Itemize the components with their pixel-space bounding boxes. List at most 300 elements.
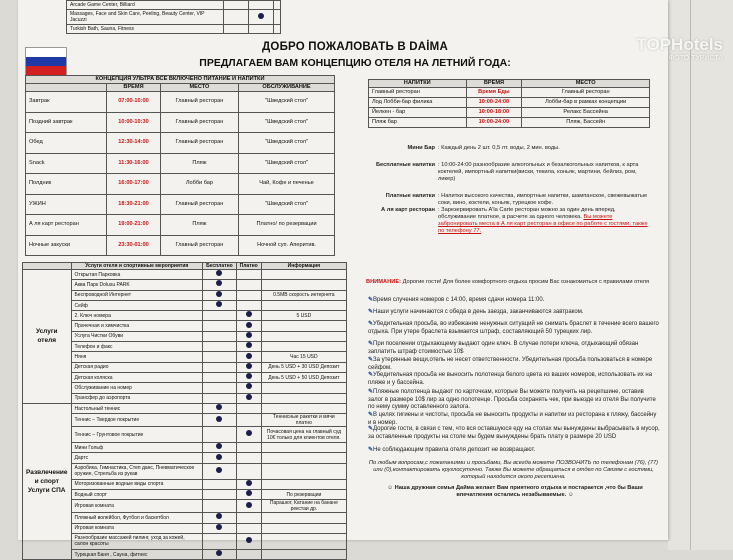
concept-row xyxy=(26,133,335,154)
concept-col-header: ОБСЛУЖИВАНИЕ xyxy=(239,84,335,92)
included-dot-icon xyxy=(246,430,252,436)
service-free xyxy=(203,549,237,559)
extra-text-body: : Напитки высокого качества, импортные напитки, шампанское, свежевыжатые соки, вино, коктели, коньяк, турецкое кофе. xyxy=(438,193,648,206)
smiley-icon: ☺ xyxy=(387,485,395,491)
included-dot-icon xyxy=(246,322,252,328)
service-paid xyxy=(236,331,261,341)
top-row-info xyxy=(274,25,281,34)
service-paid xyxy=(236,490,261,500)
meal-time: 11:30-16:00 xyxy=(107,153,161,174)
service-free xyxy=(203,331,237,341)
notice-bullet xyxy=(368,341,660,356)
pin-icon: ✎ xyxy=(368,341,374,347)
pin-icon: ✎ xyxy=(368,389,374,395)
service-name: Игровая комната xyxy=(71,523,203,533)
meal-time: 10:00-10:30 xyxy=(107,112,161,133)
service-row xyxy=(23,427,347,443)
drink-place: Релакс Бассейна xyxy=(522,108,650,118)
service-free xyxy=(203,270,237,280)
service-row xyxy=(23,372,347,382)
service-name: 2. Ключ номера xyxy=(71,311,203,321)
service-paid xyxy=(236,393,261,403)
service-free xyxy=(203,372,237,382)
service-row xyxy=(23,290,347,300)
service-info xyxy=(261,549,346,559)
extra-text xyxy=(438,145,653,152)
service-name: Няня xyxy=(71,352,203,362)
service-paid xyxy=(236,362,261,372)
included-dot-icon xyxy=(246,480,252,486)
service-free xyxy=(203,500,237,513)
service-name: Беспроводной Интернет xyxy=(71,290,203,300)
drink-place: Лобби-бар в рамках концепции xyxy=(522,98,650,108)
service-name: Открытая Парковка xyxy=(71,270,203,280)
service-row xyxy=(23,479,347,489)
service-paid xyxy=(236,533,261,549)
service-row xyxy=(23,331,347,341)
service-name: Моторизованные водные виды спорта xyxy=(71,479,203,489)
drinks-row xyxy=(369,98,650,108)
services-table xyxy=(22,262,347,560)
service-info xyxy=(261,443,346,453)
notice-bullet-text: В целях гигиены и чистоты, просьба не выносить продукты и напитки из ресторана к пляжу, бассейну и в номер. xyxy=(368,412,657,426)
meal-service: Ночной суп. Аперитив. xyxy=(239,235,335,256)
service-paid xyxy=(236,342,261,352)
included-dot-icon xyxy=(246,311,252,317)
concept-row xyxy=(26,194,335,215)
meal-name: УЖИН xyxy=(26,194,107,215)
service-row xyxy=(23,393,347,403)
drinks-row xyxy=(369,88,650,98)
included-dot-icon xyxy=(216,550,222,556)
service-name: Водный спорт xyxy=(71,490,203,500)
service-paid xyxy=(236,300,261,310)
notice-farewell-line xyxy=(380,485,650,499)
service-free xyxy=(203,513,237,523)
meal-time: 07:00-10:00 xyxy=(107,92,161,113)
meal-name: Поздний завтрак xyxy=(26,112,107,133)
concept-row xyxy=(26,215,335,236)
included-dot-icon xyxy=(216,524,222,530)
service-free xyxy=(203,362,237,372)
notice-intro: Дорогие гости! Для более комфортного отдыха просим Вас ознакомиться с правилами отеля xyxy=(402,279,650,285)
service-name: Обслуживание на номер xyxy=(71,383,203,393)
drink-place: Главный ресторан xyxy=(522,88,650,98)
service-info: День 5 USD + 50 USD Депозит xyxy=(261,372,346,382)
service-row xyxy=(23,500,347,513)
service-info xyxy=(261,513,346,523)
service-row xyxy=(23,403,347,413)
notice-bullet-text: Время случения номеров с 14:00, время сдачи номера 11:00. xyxy=(373,297,545,303)
service-group-label: Развлечение и спорт Услуги СПА xyxy=(23,403,72,559)
service-paid xyxy=(236,383,261,393)
services-col-header: Услуги отеля и спортивные мероприятия xyxy=(71,263,203,270)
service-paid xyxy=(236,443,261,453)
service-free xyxy=(203,533,237,549)
extra-label: Бесплатные напитки xyxy=(375,162,435,168)
concept-row xyxy=(26,112,335,133)
service-info xyxy=(261,342,346,352)
flag-white-stripe xyxy=(26,48,66,57)
service-row xyxy=(23,490,347,500)
meal-name: Полдник xyxy=(26,174,107,195)
service-free xyxy=(203,403,237,413)
notice-bullet-text: Наши услуги начинаются с обеда в день заезда, заканчиваются завтраком. xyxy=(373,309,584,315)
drink-time: 10:00-24:00 xyxy=(466,98,522,108)
concept-col-header: ВРЕМЯ xyxy=(107,84,161,92)
service-row xyxy=(23,362,347,372)
extra-text xyxy=(438,162,653,183)
top-row-free xyxy=(224,25,249,34)
service-info xyxy=(261,393,346,403)
service-info xyxy=(261,453,346,463)
drink-time: 10:00-24:00 xyxy=(466,118,522,128)
service-paid xyxy=(236,513,261,523)
drinks-col-header: МЕСТО xyxy=(522,80,650,88)
top-row-label: Turkish Bath, Sauna, Fitness xyxy=(67,25,224,34)
drink-time: Время Еды xyxy=(466,88,522,98)
service-info xyxy=(261,523,346,533)
meal-time: 19:00-21:00 xyxy=(107,215,161,236)
service-info xyxy=(261,321,346,331)
notice-bullet xyxy=(368,389,660,412)
included-dot-icon xyxy=(216,291,222,297)
service-info xyxy=(261,403,346,413)
service-paid xyxy=(236,352,261,362)
top-row-paid xyxy=(249,25,274,34)
service-info xyxy=(261,383,346,393)
service-name: Игровая комната xyxy=(71,500,203,513)
service-free xyxy=(203,342,237,352)
included-dot-icon xyxy=(216,270,222,276)
pin-icon: ✎ xyxy=(368,412,374,418)
notice-bullet-text: Пляжные полотенца выдают по карточкам, которые Вы можете получить на рецепшине, оставив залог в размере 10$ лир за одно полотенце. Просьба сохранять чек, при выезде из отеля Вы получите по нему сумму оставленного залога. xyxy=(368,389,656,410)
service-free xyxy=(203,280,237,290)
concept-table xyxy=(25,75,335,256)
service-free xyxy=(203,414,237,427)
included-dot-icon xyxy=(216,443,222,449)
top-row xyxy=(67,10,281,25)
meal-service: "Шведский стол" xyxy=(239,92,335,113)
service-name: Аэробика, Гимнастика, Степ данс, Пневматическое оружие, Стрельба из рукав xyxy=(71,463,203,479)
meal-place: Главный ресторан xyxy=(160,235,238,256)
service-info: Час 15 USD xyxy=(261,352,346,362)
concept-row xyxy=(26,92,335,113)
smiley-icon: ☺ xyxy=(566,492,574,498)
service-free xyxy=(203,321,237,331)
concept-col-header: МЕСТО xyxy=(160,84,238,92)
extra-label: Мини Бар xyxy=(407,145,435,151)
service-paid xyxy=(236,414,261,427)
services-col-header: Бесплатно xyxy=(203,263,237,270)
service-paid xyxy=(236,290,261,300)
service-name: Турецкая Баня , Сауна, фитнес xyxy=(71,549,203,559)
included-dot-icon xyxy=(246,363,252,369)
service-name: Детская радио xyxy=(71,362,203,372)
drinks-table xyxy=(368,79,650,128)
included-dot-icon xyxy=(246,373,252,379)
notice-bullet xyxy=(368,321,660,336)
service-free xyxy=(203,427,237,443)
flag-red-stripe xyxy=(26,66,66,75)
service-paid xyxy=(236,403,261,413)
pin-icon: ✎ xyxy=(368,357,374,363)
concept-row xyxy=(26,235,335,256)
service-free xyxy=(203,453,237,463)
top-row-free xyxy=(224,10,249,25)
included-dot-icon xyxy=(216,513,222,519)
drinks-col-header: НАПИТКИ xyxy=(369,80,467,88)
service-paid xyxy=(236,311,261,321)
page-subtitle: ПРЕДЛАГАЕМ ВАМ КОНЦЕПЦИЮ ОТЕЛЯ НА ЛЕТНИЙ ГОДА: xyxy=(199,57,511,69)
notice-farewell: Наша дружная семья Дайма желает Вам приятного отдыха и постарается ,что бы Ваши впечатления остались незабываемые. xyxy=(394,485,643,498)
included-dot-icon xyxy=(258,13,264,19)
notice-bullet-text: За утерянные вещи,отель не несет ответственности. Убедительная просьба пользоваться в номере сейфом. xyxy=(368,357,653,371)
service-paid xyxy=(236,321,261,331)
next-sheet xyxy=(668,0,733,550)
service-row xyxy=(23,533,347,549)
notice-bullet xyxy=(368,357,660,372)
extra-text-red: Вы можете забронировать места в А ля карт ресторан в офисе по работе с гостями, также по телефону 77. xyxy=(438,214,648,234)
included-dot-icon xyxy=(246,342,252,348)
service-row xyxy=(23,321,347,331)
drinks-row xyxy=(369,118,650,128)
notice-bullet-text: Дорогие гости, в связи с тем, что вся оставшуюся еду на столах мы вынуждены выбрасывать в мусор, за оставленные продукты на столе мы будем вынуждены брать плату в размере 20 USD xyxy=(368,426,660,440)
included-dot-icon xyxy=(246,490,252,496)
service-row xyxy=(23,383,347,393)
service-row xyxy=(23,453,347,463)
drink-name: Йелкен - бар xyxy=(369,108,467,118)
service-row xyxy=(23,352,347,362)
meal-name: Обед xyxy=(26,133,107,154)
service-name: Телефон и факс xyxy=(71,342,203,352)
meal-place: Главный ресторан xyxy=(160,112,238,133)
service-row xyxy=(23,342,347,352)
service-paid xyxy=(236,280,261,290)
services-group-col xyxy=(23,263,72,270)
notice-bullet-text: Убедительная просьба, во избежание ненужных ситуаций не снимать браслет в течение всего вашего отдыха. При утере браслета взымается штраф, составляющий 50 турецких лир. xyxy=(368,321,659,335)
top-partial-table xyxy=(66,0,281,34)
service-name: Трансфер до аэропорта xyxy=(71,393,203,403)
included-dot-icon xyxy=(246,353,252,359)
meal-place: Лобби бар xyxy=(160,174,238,195)
meal-time: 12:30-14:00 xyxy=(107,133,161,154)
service-free xyxy=(203,393,237,403)
service-paid xyxy=(236,500,261,513)
service-row xyxy=(23,300,347,310)
extra-text xyxy=(438,193,653,207)
service-row xyxy=(23,311,347,321)
service-info: Теннисные ракетки и мячи платно xyxy=(261,414,346,427)
services-col-header: Платно xyxy=(236,263,261,270)
watermark-sub: ФОТО ТУРИСТА xyxy=(668,55,723,62)
service-info xyxy=(261,300,346,310)
extra-text-body: : Зарезервировать A'la Carte ресторан можно за один день вперед, обслуживание платное, в расчете за одного человека. xyxy=(438,207,616,220)
service-name: Теннис – Твердое покрытие xyxy=(71,414,203,427)
service-row xyxy=(23,270,347,280)
service-info: 5 USD xyxy=(261,311,346,321)
service-name: Мини Гольф xyxy=(71,443,203,453)
meal-place: Главный ресторан xyxy=(160,133,238,154)
included-dot-icon xyxy=(246,502,252,508)
meal-service: Чай, Кофе и печенье xyxy=(239,174,335,195)
service-name: Сейф xyxy=(71,300,203,310)
service-free xyxy=(203,352,237,362)
service-name: Разнообразие массажей пилинг, уход за кожей, салон красоты xyxy=(71,533,203,549)
top-row-label: Massages, Face and Skin Care, Peeling, Beauty Center, VIP Jacuzzi xyxy=(67,10,224,25)
flag-blue-stripe xyxy=(26,57,66,66)
service-row xyxy=(23,463,347,479)
top-row xyxy=(67,1,281,10)
notice-bullet-text: При поселении отдыхающему выдают один ключ. В случае потери ключа, отдыхающий обязан заплатить штраф стоимостью 10$ xyxy=(368,341,639,355)
service-name: Услуга Чистки Обуви xyxy=(71,331,203,341)
watermark-logo xyxy=(636,35,723,62)
service-info: Парашют, Катание на банане рекстаи др. xyxy=(261,500,346,513)
meal-time: 18:30-21:00 xyxy=(107,194,161,215)
extra-label: Платные напитки xyxy=(385,193,435,199)
top-row-label: Arcade Game Center, Billiard xyxy=(67,1,224,10)
notice-bullet xyxy=(368,426,660,441)
service-paid xyxy=(236,427,261,443)
services-col-header: Информация xyxy=(261,263,346,270)
top-row-info xyxy=(274,10,281,25)
service-paid xyxy=(236,372,261,382)
service-row xyxy=(23,414,347,427)
extra-text xyxy=(438,207,653,235)
notice-bullet-text: Не соблюдающим правила отеля депозит не возвращают. xyxy=(373,447,536,453)
drink-time: 10:00-18:00 xyxy=(466,108,522,118)
included-dot-icon xyxy=(246,332,252,338)
meal-service: "Шведский стол" xyxy=(239,153,335,174)
pin-icon: ✎ xyxy=(368,309,374,315)
service-name: Настольный теннис xyxy=(71,403,203,413)
meal-service: "Шведский стол" xyxy=(239,194,335,215)
page-title: ДОБРО ПОЖАЛОВАТЬ В DAİMA xyxy=(262,41,448,53)
service-free xyxy=(203,383,237,393)
extra-text-body: : Каждый день 2 шт. 0,5 лт. воды, 2 мин. воды. xyxy=(438,145,560,151)
service-name: Дартс xyxy=(71,453,203,463)
included-dot-icon xyxy=(216,280,222,286)
meal-time: 16:00-17:00 xyxy=(107,174,161,195)
service-free xyxy=(203,300,237,310)
service-name: Аква Парк Dolusu PARK xyxy=(71,280,203,290)
concept-row xyxy=(26,174,335,195)
top-row-info xyxy=(274,1,281,10)
meal-service: "Шведский стол" xyxy=(239,133,335,154)
top-row xyxy=(67,25,281,34)
concept-row xyxy=(26,153,335,174)
service-row xyxy=(23,280,347,290)
pin-icon: ✎ xyxy=(368,321,374,327)
notice-bullet xyxy=(368,447,660,455)
service-paid xyxy=(236,270,261,280)
pin-icon: ✎ xyxy=(368,372,374,378)
notice-bullet xyxy=(368,297,660,305)
pin-icon: ✎ xyxy=(368,426,374,432)
meal-service: "Шведский стол" xyxy=(239,112,335,133)
russia-flag-icon xyxy=(25,47,67,76)
watermark-brand: TOPHotels xyxy=(636,35,723,54)
included-dot-icon xyxy=(216,404,222,410)
service-paid xyxy=(236,549,261,559)
meal-place: Пляж xyxy=(160,215,238,236)
service-free xyxy=(203,490,237,500)
sheet-edge xyxy=(690,0,691,550)
service-free xyxy=(203,290,237,300)
top-row-paid xyxy=(249,10,274,25)
service-name: Теннис – Грунтовое покрытие xyxy=(71,427,203,443)
included-dot-icon xyxy=(246,537,252,543)
meal-place: Главный ресторан xyxy=(160,92,238,113)
included-dot-icon xyxy=(216,416,222,422)
included-dot-icon xyxy=(216,301,222,307)
meal-name: Завтрак xyxy=(26,92,107,113)
drinks-col-header: ВРЕМЯ xyxy=(466,80,522,88)
concept-table-caption: КОНЦЕПЦИЯ УЛЬТРА ВСЕ ВКЛЮЧЕНО ПИТАНИЕ И НАПИТКИ xyxy=(26,76,335,84)
service-info xyxy=(261,331,346,341)
notice-bullet xyxy=(368,372,660,387)
service-info xyxy=(261,280,346,290)
service-free xyxy=(203,311,237,321)
included-dot-icon xyxy=(246,394,252,400)
service-row xyxy=(23,523,347,533)
notice-heading: ВНИМАНИЕ: xyxy=(366,279,402,285)
notice-heading-line xyxy=(366,279,656,286)
included-dot-icon xyxy=(216,454,222,460)
notice-bullet-text: Убедительная просьба не выносить полотенца белого цвета из ваших номеров, использовать их на пляже и у бассейна. xyxy=(368,372,653,386)
meal-service: Платно/ по резервации xyxy=(239,215,335,236)
service-row xyxy=(23,549,347,559)
service-info xyxy=(261,463,346,479)
notice-closing: По любым вопросам,с пожеланиями и просьбами, Вы всегда можете ПОЗВОНИТЬ по телефонам (76), (77) или (0),контактировать круглосуточно. Также Вы можете обращаться в отдел по Связям с гостями, который находится около ресепшена. xyxy=(368,460,659,480)
service-info: Почасовая цена на главный суд 10€ только для клиентов отеля. xyxy=(261,427,346,443)
service-row xyxy=(23,443,347,453)
meal-name: Snack xyxy=(26,153,107,174)
service-group-label: Услуги отеля xyxy=(23,270,72,404)
extra-text-body: : 10:00-24:00 разнообразие алкогольных и безалкогольных напитков, к арта коктелей, импортный напитки(виски, текила, коньяк, мартини, бейлиз, ром, ликер) xyxy=(438,162,639,182)
drink-name: Пляж бар xyxy=(369,118,467,128)
service-free xyxy=(203,523,237,533)
service-free xyxy=(203,463,237,479)
meal-place: Пляж xyxy=(160,153,238,174)
service-free xyxy=(203,479,237,489)
meal-name: Ночные закуски xyxy=(26,235,107,256)
notice-bullet xyxy=(368,309,660,317)
drinks-row xyxy=(369,108,650,118)
pin-icon: ✎ xyxy=(368,447,374,453)
top-row-free xyxy=(224,1,249,10)
meal-place: Главный ресторан xyxy=(160,194,238,215)
service-info: По резервации xyxy=(261,490,346,500)
service-name: Пляжный волейбол, Футбол и баскетбол xyxy=(71,513,203,523)
pin-icon: ✎ xyxy=(368,297,374,303)
service-free xyxy=(203,443,237,453)
included-dot-icon xyxy=(246,383,252,389)
service-paid xyxy=(236,463,261,479)
service-info: 0.5MB скорость интернета xyxy=(261,290,346,300)
service-paid xyxy=(236,523,261,533)
service-name: Прачечная и химчистка xyxy=(71,321,203,331)
drink-name: Главный ресторан xyxy=(369,88,467,98)
service-paid xyxy=(236,453,261,463)
extra-label: А ля карт ресторан xyxy=(381,207,435,213)
top-row-paid xyxy=(249,1,274,10)
service-name: Детская коляска xyxy=(71,372,203,382)
meal-time: 23:30-01:00 xyxy=(107,235,161,256)
drink-place: Пляж, Бассейн xyxy=(522,118,650,128)
drink-name: Лод Лобби-бар филика xyxy=(369,98,467,108)
meal-name: А ля карт ресторан xyxy=(26,215,107,236)
